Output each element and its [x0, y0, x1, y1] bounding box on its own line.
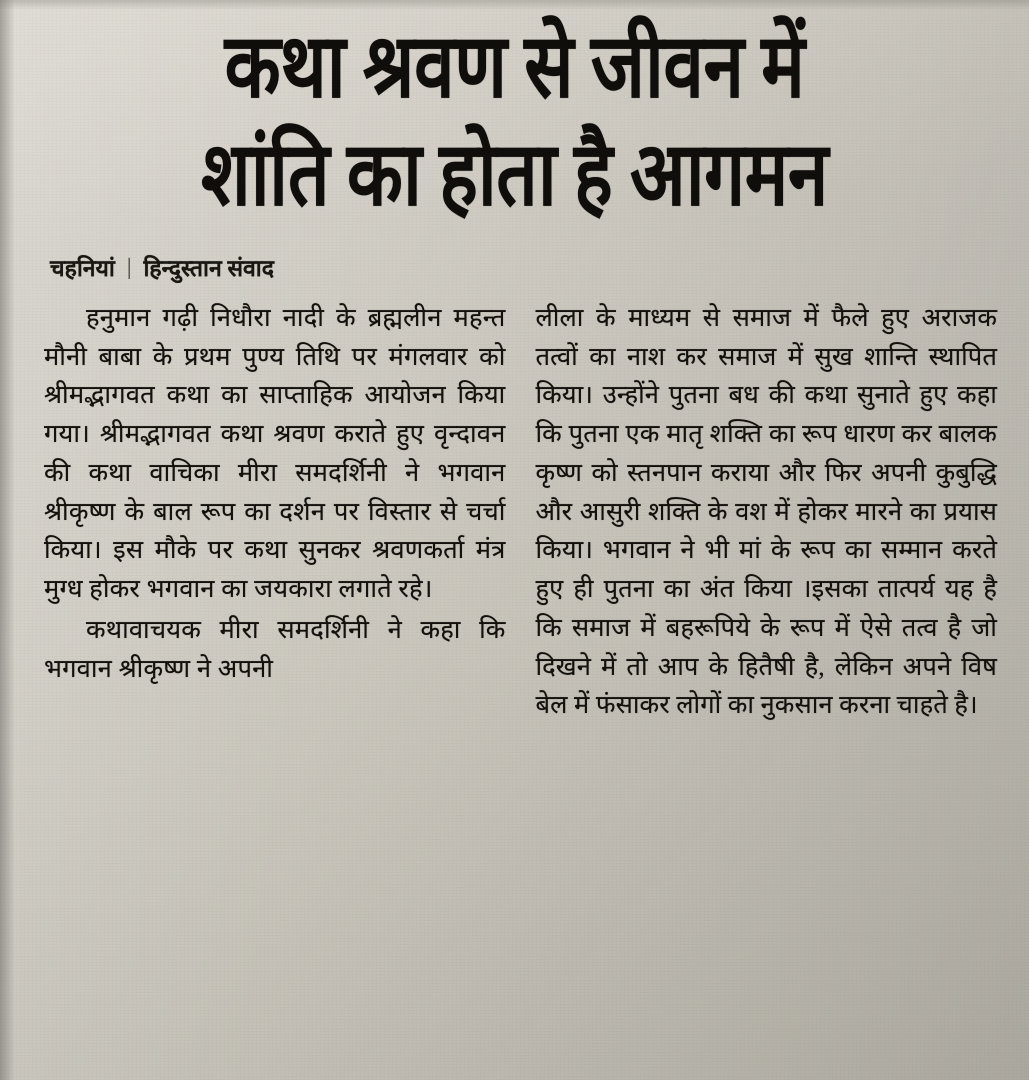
headline-line-1: कथा श्रवण से जीवन में — [224, 17, 805, 116]
byline-separator: | — [126, 253, 132, 279]
byline-location: चहनियां — [50, 255, 115, 281]
paragraph: कथावाचयक मीरा समदर्शिनी ने कहा कि भगवान श्रीकृष्ण ने अपनी — [44, 614, 506, 683]
paragraph: लीला के माध्यम से समाज में फैले हुए अराजक तत्वों का नाश कर समाज में सुख शान्ति स्थापित किया। उन्होंने पुतना बध की कथा सुनाते हुए कहा कि पुतना एक मातृ शक्ति का रूप धारण कर बालक कृष्ण को स्तनपान कराया और फिर अपनी कुबुद्धि और आसुरी शक्ति के वश में होकर मारने का प्रयास किया। भगवान ने भी मां के रूप का सम्मान करते हुए ही पुतना का अंत किया ।इसका तात्पर्य यह है कि समाज में बहरूपिये के रूप में ऐसे तत्व है जो दिखने में तो आप के हितैषी है, लेकिन अपने विष बेल में फंसाकर लोगों का नुकसान करना चाहते है। — [535, 302, 997, 720]
article-body — [26, 299, 1003, 727]
byline-source: हिन्दुस्तान संवाद — [143, 255, 274, 281]
headline — [26, 0, 1003, 225]
left-column — [44, 299, 506, 727]
paragraph: हनुमान गढ़ी निधौरा नादी के ब्रह्मलीन महन्त मौनी बाबा के प्रथम पुण्य तिथि पर मंगलवार को श्रीमद्भागवत कथा का साप्ताहिक आयोजन किया गया। श्रीमद्भागवत कथा श्रवण कराते हुए वृन्दावन की कथा वाचिका मीरा समदर्शिनी ने भगवान श्रीकृष्ण के बाल रूप का दर्शन पर विस्तार से चर्चा किया। इस मौके पर कथा सुनकर श्रवणकर्ता मंत्र मुग्ध होकर भगवान का जयकारा लगाते रहे। — [44, 302, 506, 604]
headline-line-2: शांति का होता है आगमन — [201, 125, 828, 225]
paper-left-edge-shadow — [0, 0, 14, 1080]
right-column — [536, 299, 998, 727]
byline — [26, 251, 1003, 283]
